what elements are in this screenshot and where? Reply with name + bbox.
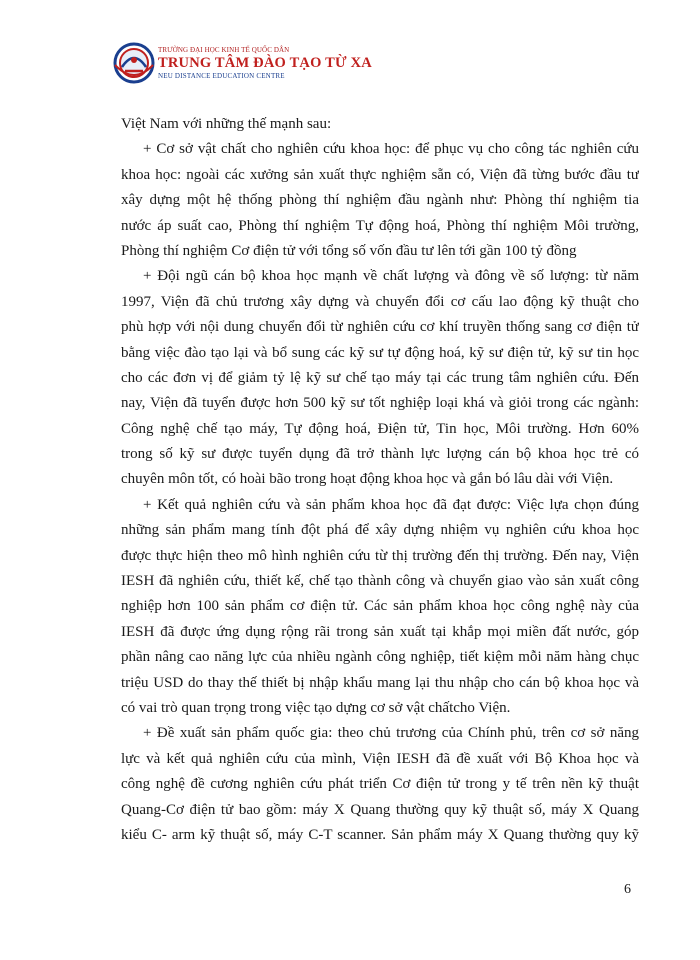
text-line: lực và kết quả nghiên cứu của mình, Viện IESH đã đề xuất với Bộ Khoa học và — [121, 750, 639, 767]
text-line: xây dựng một hệ thống phòng thí nghiệm đầu ngành như: Phòng thí nghiệm tia — [121, 192, 639, 209]
text-line: + Đội ngũ cán bộ khoa học mạnh về chất lượng và đông về số lượng: từ năm — [143, 268, 639, 285]
text-line: cho các đơn vị để giảm tỷ lệ kỹ sư chế tạo máy tại các trung tâm nghiên cứu. Đến — [121, 369, 639, 386]
text-line: 1997, Viện đã chủ trương xây dựng và chuyển đổi cơ cấu lao động kỹ thuật cho — [121, 293, 639, 310]
text-line: Việt Nam với những thế mạnh sau: — [121, 116, 332, 132]
centre-name-english: NEU DISTANCE EDUCATION CENTRE — [158, 72, 285, 80]
text-line: Phòng thí nghiệm Cơ điện tử với tổng số vốn đầu tư lên tới gần 100 tỷ đồng — [121, 242, 577, 259]
text-line: phần nâng cao năng lực của nhiều ngành công nghiệp, tiết kiệm mỗi năm hàng chục — [121, 649, 639, 666]
text-line: Quang-Cơ điện tử bao gồm: máy X Quang thường quy kỹ thuật số, máy X Quang — [121, 801, 639, 818]
text-line: + Kết quả nghiên cứu và sản phẩm khoa học đã đạt được: Việc lựa chọn đúng — [143, 496, 639, 513]
text-line: chuyên môn tốt, có hoài bão trong hoạt động khoa học và gắn bó lâu dài với Viện. — [121, 471, 614, 488]
text-line: bằng việc đào tạo lại và bổ sung các kỹ sư tự động hoá, kỹ sư điện tử, kỹ sư tin học — [121, 344, 639, 361]
text-line: nghiệp hơn 100 sản phẩm cơ điện tử. Các sản phẩm khoa học công nghệ này của — [121, 598, 639, 615]
text-line: Công nghệ chế tạo máy, Tự động hoá, Điện tử, Tin học, Môi trường. Hơn 60% — [121, 420, 639, 437]
text-line: nước áp suất cao, Phòng thí nghiệm Tự động hoá, Phòng thí nghiệm Môi trường, — [121, 217, 639, 234]
text-line: trong số kỹ sư được tuyển dụng đã trở thành lực lượng cán bộ khoa học trẻ có — [121, 446, 639, 463]
document-body — [121, 112, 639, 848]
text-line: IESH đã nghiên cứu, thiết kế, chế tạo thành công và chuyển giao vào sản xuất công — [121, 573, 639, 590]
text-line: những sản phẩm mang tính đột phá để xây dựng nhiệm vụ nghiên cứu khoa học — [121, 522, 639, 539]
text-line: kiểu C- arm kỹ thuật số, máy C-T scanner. Sản phẩm máy X Quang thường quy kỹ — [121, 826, 639, 843]
text-line: công nghệ đề cương nghiên cứu phát triển Cơ điện tử trong y tế trên nền kỹ thuật — [121, 776, 639, 793]
neu-logo-icon — [112, 41, 156, 85]
centre-name: TRUNG TÂM ĐÀO TẠO TỪ XA — [158, 55, 372, 71]
text-line: khoa học: ngoài các xưởng sản xuất thực nghiệm sẵn có, Viện đã từng bước đầu tư — [121, 166, 639, 183]
page-number: 6 — [624, 882, 631, 897]
text-line: nay, Viện đã tuyển được hơn 500 kỹ sư tốt nghiệp loại khá và giỏi trong các ngành: — [121, 395, 639, 412]
text-line: có vai trò quan trọng trong việc tạo dựng cơ sở vật chấtcho Viện. — [121, 699, 511, 716]
university-name: TRƯỜNG ĐẠI HỌC KINH TẾ QUỐC DÂN — [158, 46, 290, 54]
letterhead — [112, 41, 372, 101]
text-line: IESH đã được ứng dụng rộng rãi trong sản xuất tại khắp mọi miền đất nước, góp — [121, 623, 639, 640]
text-line: + Đề xuất sản phẩm quốc gia: theo chủ trương của Chính phủ, trên cơ sở năng — [143, 725, 639, 742]
text-line: + Cơ sở vật chất cho nghiên cứu khoa học: để phục vụ cho công tác nghiên cứu — [143, 141, 639, 158]
text-line: được thực hiện theo mô hình nghiên cứu từ thị trường đến thị trường. Đến nay, Viện — [121, 547, 639, 564]
text-line: triệu USD do thay thế thiết bị nhập khẩu mang lại thu nhập cho cán bộ khoa học và — [121, 674, 639, 691]
text-line: phù hợp với nội dung chuyển đổi từ nghiên cứu cơ khí truyền thống sang cơ điện tử — [121, 319, 639, 336]
